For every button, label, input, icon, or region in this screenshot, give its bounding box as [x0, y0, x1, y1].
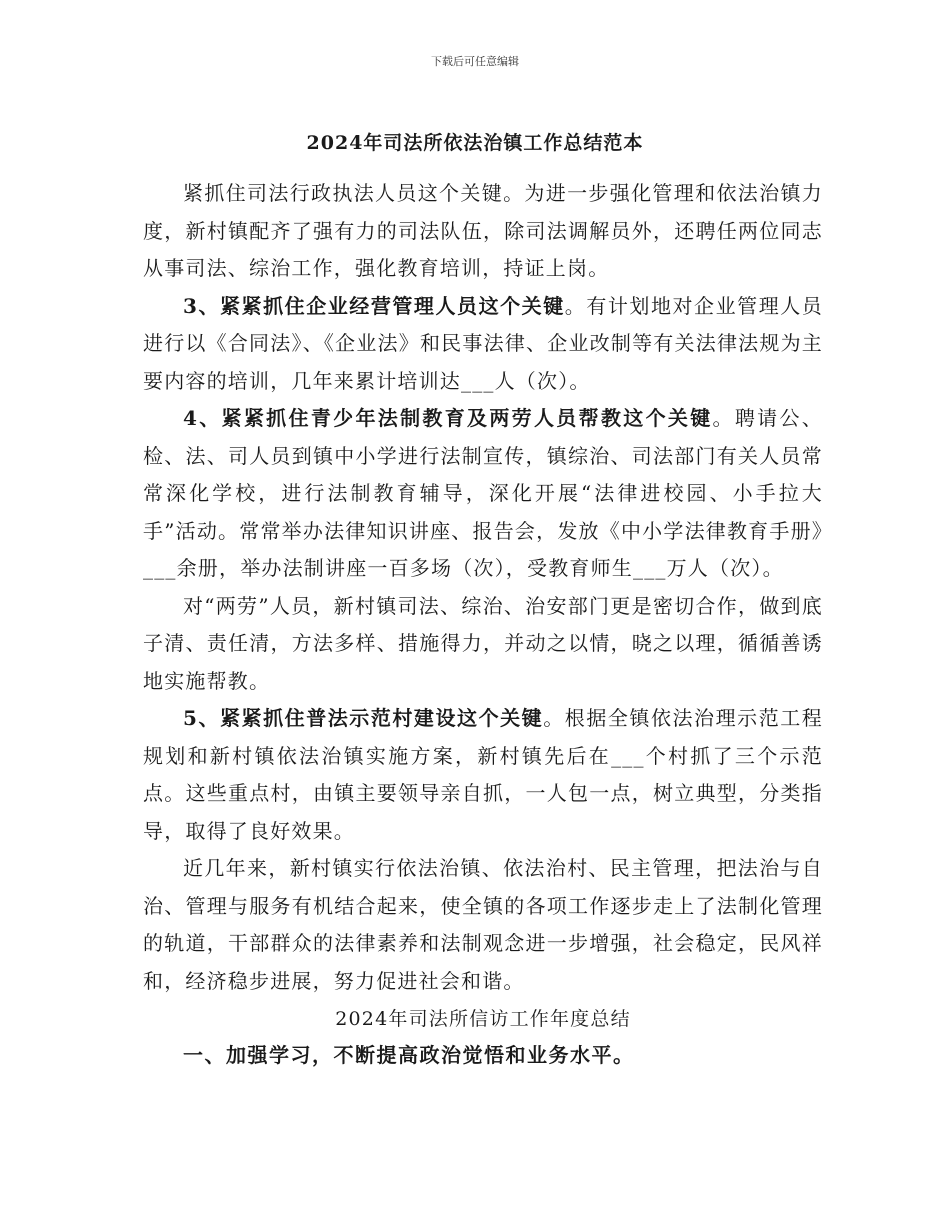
paragraph-6: 近几年来，新村镇实行依法治镇、依法治村、民主管理，把法治与自治、管理与服务有机结合起来，使全镇的各项工作逐步走上了法制化管理的轨道，干部群众的法律素养和法制观念进一步增强，社会稳定，民风祥和，经济稳步进展，努力促进社会和谐。	[143, 856, 823, 993]
paragraph-5	[143, 700, 823, 850]
second-document-title: 2024年司法所信访工作年度总结	[335, 1008, 631, 1030]
paragraph-3	[143, 400, 823, 588]
paragraph-4: 对“两劳”人员，新村镇司法、综治、治安部门更是密切合作，做到底子清、责任清，方法多样、措施得力，并动之以情，晓之以理，循循善诱地实施帮教。	[143, 593, 823, 693]
paragraph-2-heading: 3、紧紧抓住企业经营管理人员这个关键	[183, 293, 565, 318]
paragraph-1: 紧抓住司法行政执法人员这个关键。为进一步强化管理和依法治镇力度，新村镇配齐了强有力的司法队伍，除司法调解员外，还聘任两位同志从事司法、综治工作，强化教育培训，持证上岗。	[143, 181, 823, 280]
paragraph-2	[143, 288, 823, 401]
paragraph-3-heading: 4、紧紧抓住青少年法制教育及两劳人员帮教这个关键	[183, 406, 713, 430]
document-body	[143, 175, 823, 1073]
document-title: 2024年司法所依法治镇工作总结范本	[306, 132, 644, 154]
paragraph-3-text: 。聘请公、检、法、司人员到镇中小学进行法制宣传，镇综治、司法部门有关人员常常深化学校，进行法制教育辅导，深化开展“法律进校园、小手拉大手”活动。常常举办法律知识讲座、报告会，发放《中小学法律教育手册》___余册，举办法制讲座一百多场（次），受教育师生___万人（次）。	[143, 406, 823, 580]
section-heading: 一、加强学习，不断提高政治觉悟和业务水平。	[183, 1043, 635, 1067]
page-header-note: 下载后可任意编辑	[431, 55, 519, 68]
paragraph-5-heading: 5、紧紧抓住普法示范村建设这个关键	[183, 706, 544, 730]
paragraph-2-text: 。有计划地对企业管理人员进行以《合同法》、《企业法》和民事法律、企业改制等有关法律法规为主要内容的培训，几年来累计培训达___人（次）。	[143, 293, 823, 393]
paragraph-5-text: 。根据全镇依法治理示范工程规划和新村镇依法治镇实施方案，新村镇先后在___个村抓了三个示范点。这些重点村，由镇主要领导亲自抓，一人包一点，树立典型，分类指导，取得了良好效果。	[143, 706, 823, 843]
